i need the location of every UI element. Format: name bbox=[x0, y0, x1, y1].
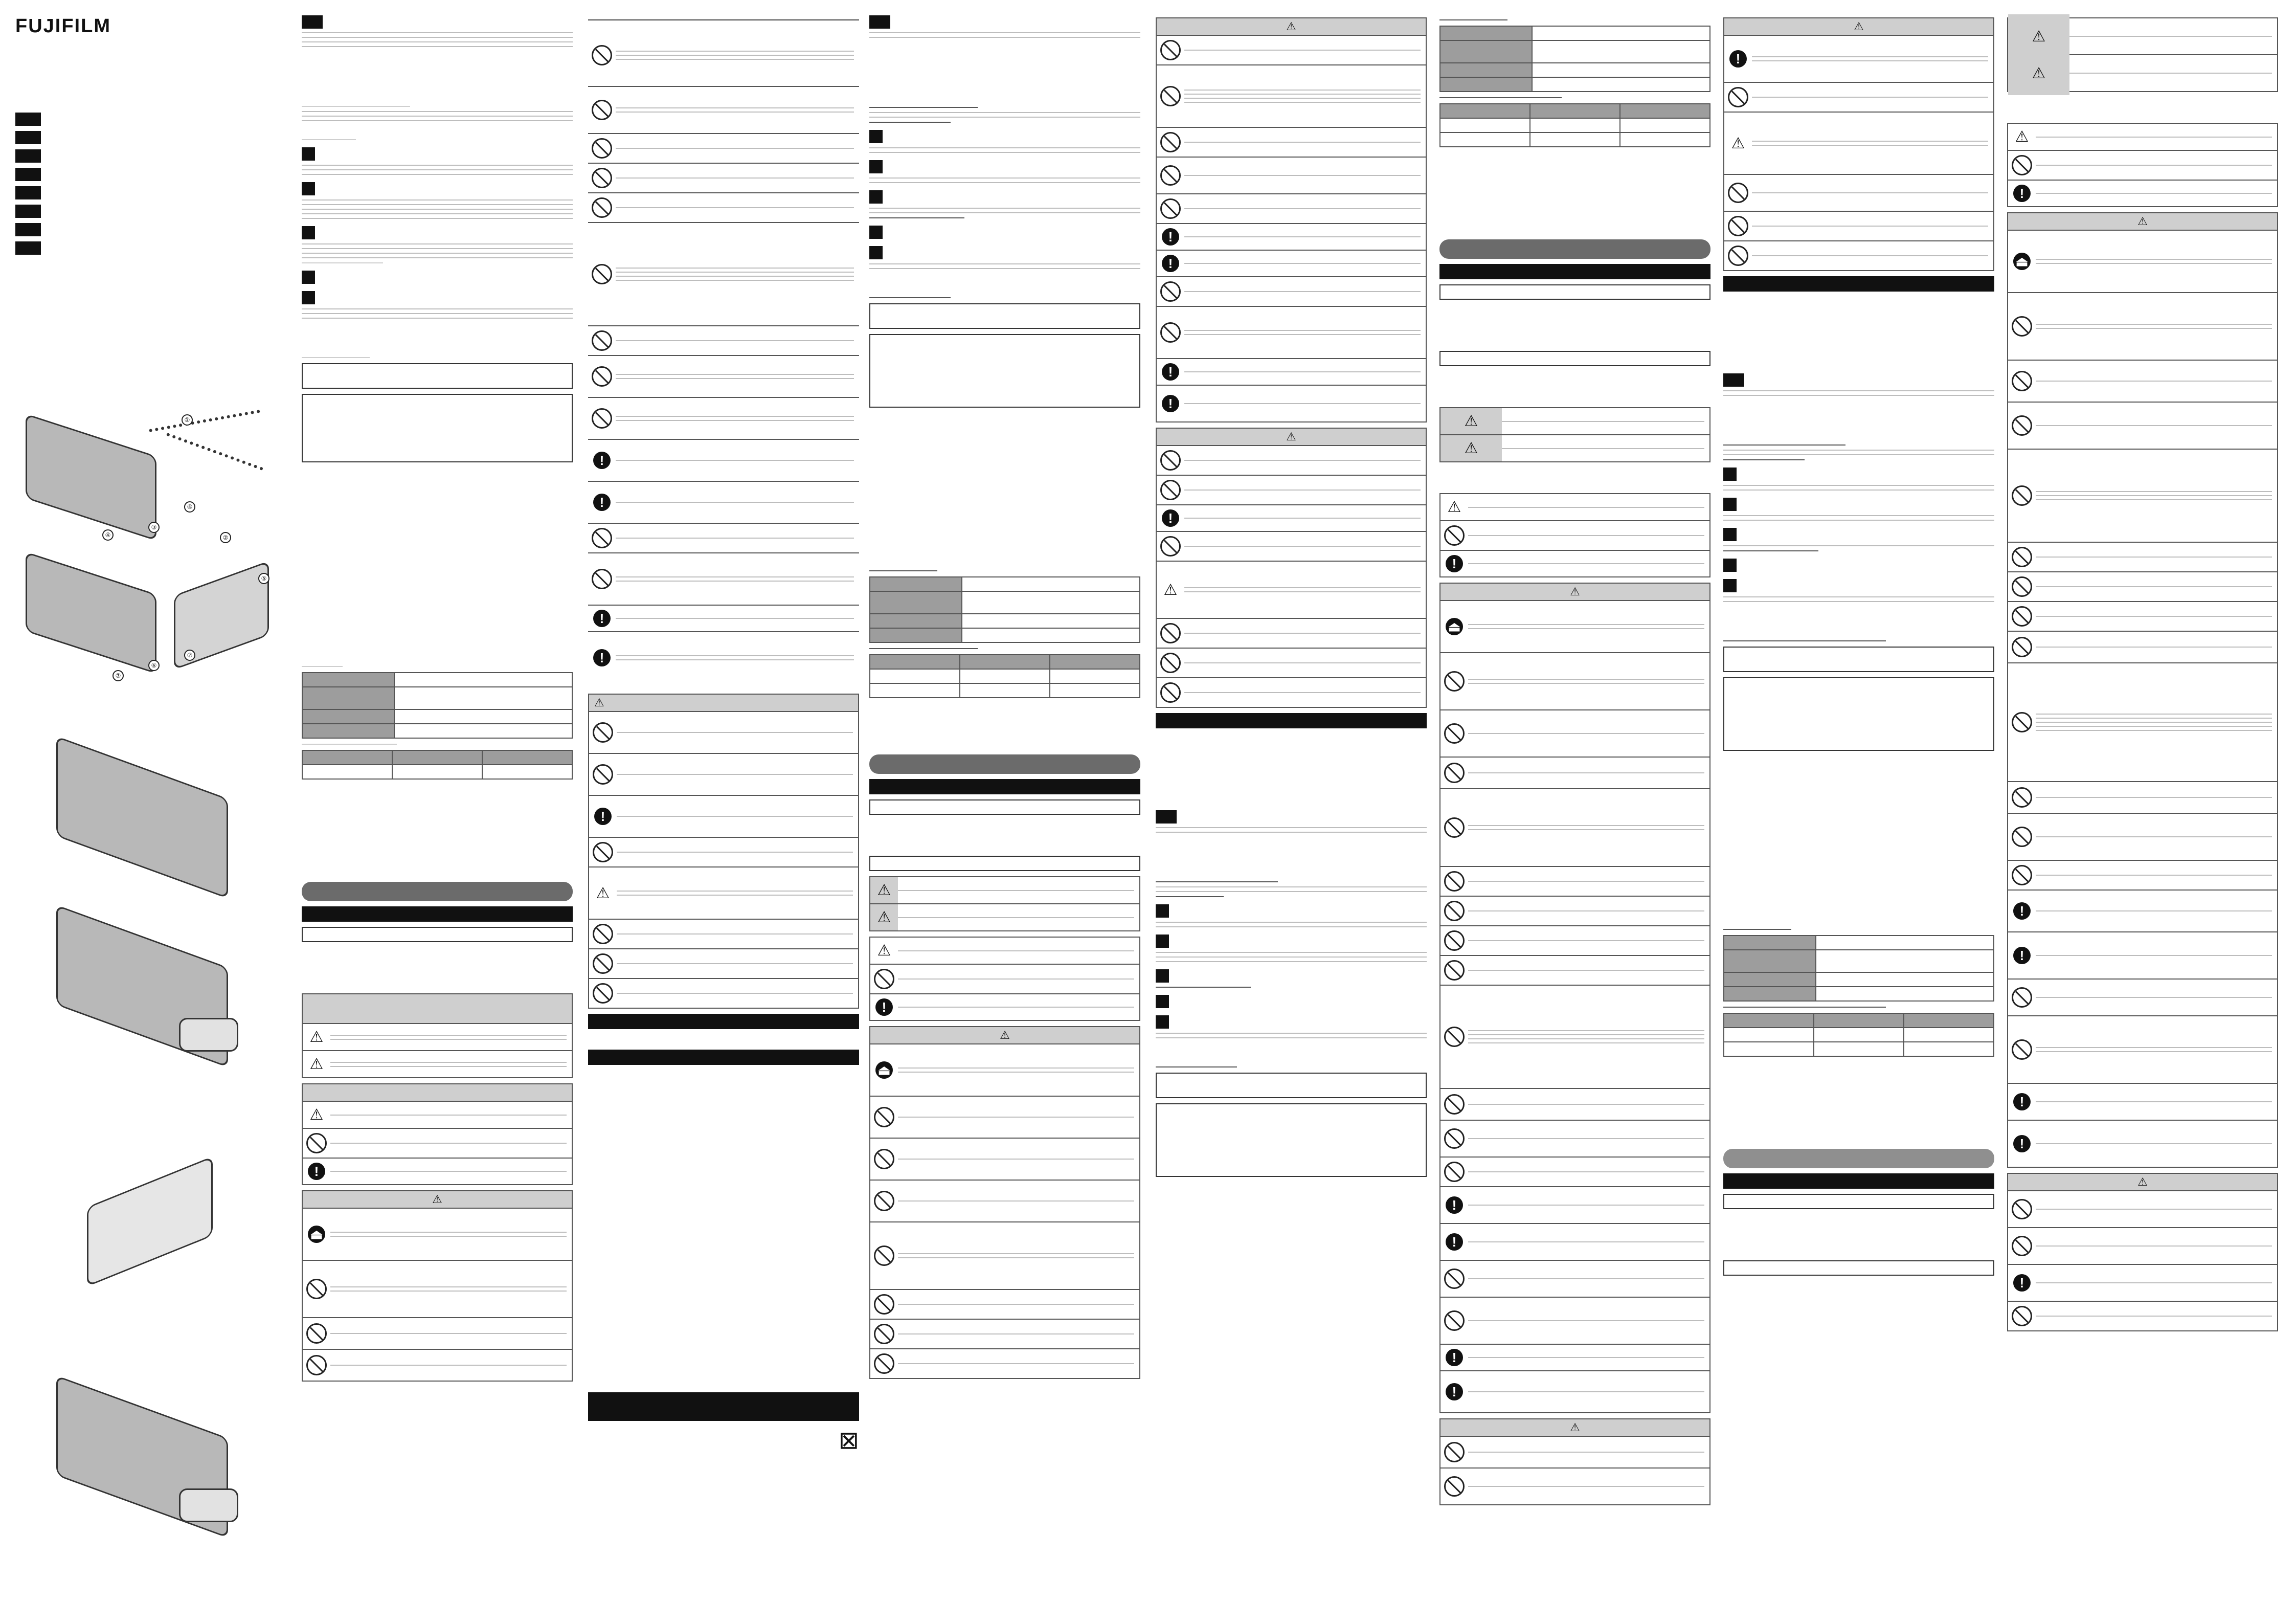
unplug-icon: ⏏ bbox=[2013, 253, 2031, 270]
exclamation-icon: ! bbox=[308, 1163, 325, 1180]
column-text-2 bbox=[588, 15, 859, 1611]
warning-triangle-icon: ⚠ bbox=[2032, 64, 2046, 82]
prohibition-icon bbox=[1444, 960, 1465, 981]
compatibility-table bbox=[302, 750, 573, 780]
step-bullet bbox=[1156, 1015, 1169, 1029]
no-disassembly-icon bbox=[1444, 671, 1465, 692]
insert-holder-illustration bbox=[46, 1386, 261, 1540]
warning-block bbox=[1439, 583, 1710, 1413]
language-tab[interactable] bbox=[15, 186, 41, 199]
warning-triangle-icon: ⚠ bbox=[877, 942, 891, 959]
exclamation-icon: ! bbox=[1162, 255, 1179, 272]
remove-holder-illustration bbox=[46, 916, 261, 1074]
exclamation-icon: ! bbox=[2013, 1135, 2031, 1152]
prohibition-icon bbox=[1160, 198, 1181, 219]
language-label bbox=[302, 15, 323, 29]
prohibition-icon bbox=[874, 1324, 894, 1344]
prohibition-icon bbox=[592, 330, 612, 351]
prohibition-icon bbox=[2012, 1236, 2032, 1256]
prohibition-icon bbox=[592, 100, 612, 120]
no-disassembly-icon bbox=[592, 45, 612, 65]
language-label bbox=[869, 15, 890, 29]
callout-1: ① bbox=[182, 414, 193, 426]
column-text-5 bbox=[1439, 15, 1710, 1611]
column-text-4 bbox=[1156, 15, 1427, 1611]
battery-holder-illustration bbox=[26, 552, 281, 685]
exclamation-icon: ! bbox=[2013, 947, 2031, 964]
column-text-3 bbox=[869, 15, 1140, 1611]
prohibition-icon bbox=[1444, 1027, 1465, 1047]
prohibition-icon bbox=[1728, 183, 1748, 203]
prohibition-icon bbox=[2012, 787, 2032, 808]
no-water-icon bbox=[874, 1149, 894, 1169]
no-disassembly-icon bbox=[874, 1107, 894, 1127]
warning-triangle-icon: ⚠ bbox=[1854, 20, 1864, 33]
column-text-7 bbox=[2007, 15, 2278, 1611]
caution-block bbox=[1439, 1418, 1710, 1505]
language-tab[interactable] bbox=[15, 131, 41, 144]
exclamation-icon: ! bbox=[1729, 50, 1747, 68]
warning-triangle-icon: ⚠ bbox=[1570, 1421, 1580, 1434]
section-header-bar bbox=[869, 754, 1140, 774]
step-bullet bbox=[869, 246, 883, 259]
specifications-table bbox=[869, 576, 1140, 643]
step-bullet bbox=[869, 226, 883, 239]
prohibition-icon bbox=[593, 953, 613, 974]
language-label bbox=[1723, 373, 1744, 387]
callout-6: ⑥ bbox=[148, 660, 160, 671]
warning-triangle-icon: ⚠ bbox=[1286, 20, 1296, 33]
prohibition-icon bbox=[1160, 653, 1181, 673]
prohibition-icon bbox=[1160, 536, 1181, 557]
notice-box bbox=[1723, 1194, 1994, 1209]
section-title-bar bbox=[588, 1392, 859, 1421]
prohibition-icon bbox=[1444, 1094, 1465, 1115]
warning-triangle-icon: ⚠ bbox=[1286, 430, 1296, 443]
language-tab[interactable] bbox=[15, 149, 41, 163]
prohibition-icon bbox=[306, 1133, 327, 1153]
prohibition-icon bbox=[2012, 865, 2032, 885]
warning-triangle-icon: ⚠ bbox=[1464, 413, 1478, 430]
prohibition-icon bbox=[592, 264, 612, 284]
note-box bbox=[1723, 647, 1994, 672]
warning-triangle-icon: ⚠ bbox=[596, 884, 610, 902]
warning-triangle-icon: ⚠ bbox=[877, 882, 891, 899]
symbol-legend-block bbox=[1439, 407, 1710, 462]
step-bullet bbox=[1723, 528, 1737, 541]
prohibition-icon bbox=[2012, 827, 2032, 847]
caution-block bbox=[1156, 428, 1427, 708]
callout-7: ⑦ bbox=[112, 670, 124, 681]
specifications-table bbox=[1723, 935, 1994, 1002]
compatibility-table bbox=[1439, 103, 1710, 147]
step-bullet bbox=[302, 147, 315, 161]
prohibition-icon bbox=[2012, 1199, 2032, 1219]
warning-triangle-icon: ⚠ bbox=[1000, 1029, 1010, 1041]
note-box bbox=[302, 363, 573, 389]
prohibition-icon bbox=[593, 842, 613, 862]
warning-block bbox=[2007, 212, 2278, 1168]
step-bullet bbox=[1723, 579, 1737, 592]
prohibition-icon bbox=[2012, 155, 2032, 175]
note-box bbox=[869, 334, 1140, 408]
exclamation-icon: ! bbox=[1162, 395, 1179, 412]
insert-batteries-illustration bbox=[77, 1161, 240, 1284]
open-cover-illustration bbox=[46, 747, 261, 900]
symbol-meaning-block bbox=[869, 937, 1140, 1021]
step-bullet bbox=[1156, 935, 1169, 948]
prohibition-icon bbox=[1160, 623, 1181, 643]
prohibition-icon bbox=[592, 408, 612, 429]
prohibition-icon bbox=[592, 168, 612, 188]
language-tab[interactable] bbox=[15, 205, 41, 218]
exclamation-icon: ! bbox=[593, 494, 611, 511]
notice-box bbox=[302, 927, 573, 942]
step-bullet bbox=[869, 190, 883, 204]
warning-triangle-icon: ⚠ bbox=[309, 1056, 324, 1073]
step-bullet bbox=[1156, 995, 1169, 1008]
prohibition-icon bbox=[2012, 987, 2032, 1008]
prohibition-icon bbox=[874, 969, 894, 989]
prohibition-icon bbox=[1160, 322, 1181, 343]
prohibition-icon bbox=[593, 983, 613, 1004]
exclamation-icon: ! bbox=[2013, 902, 2031, 920]
prohibition-icon bbox=[1444, 1442, 1465, 1462]
prohibition-icon bbox=[593, 924, 613, 944]
prohibition-icon bbox=[2012, 637, 2032, 657]
exclamation-icon: ! bbox=[593, 452, 611, 469]
no-disassembly-icon bbox=[306, 1279, 327, 1299]
section-title-bar bbox=[1439, 264, 1710, 279]
prohibition-icon bbox=[592, 197, 612, 218]
warning-triangle-icon: ⚠ bbox=[594, 696, 604, 709]
prohibition-icon bbox=[593, 722, 613, 743]
prohibition-icon bbox=[592, 366, 612, 387]
exclamation-icon: ! bbox=[1446, 1196, 1463, 1214]
symbol-legend-block bbox=[2007, 17, 2278, 92]
warning-triangle-icon: ⚠ bbox=[1447, 499, 1461, 516]
step-bullet bbox=[1723, 559, 1737, 572]
section-title-bar bbox=[588, 1050, 859, 1065]
symbol-meaning-block bbox=[302, 1083, 573, 1185]
brand-logo: FUJIFILM bbox=[15, 15, 111, 37]
prohibition-icon bbox=[2012, 547, 2032, 567]
no-water-icon bbox=[1444, 723, 1465, 744]
exclamation-icon: ! bbox=[593, 610, 611, 627]
warning-triangle-icon: ⚠ bbox=[2137, 1175, 2148, 1188]
symbol-legend-block bbox=[869, 876, 1140, 931]
language-tab[interactable] bbox=[15, 241, 41, 255]
prohibition-icon bbox=[874, 1191, 894, 1211]
language-tab[interactable] bbox=[15, 168, 41, 181]
prohibition-icon bbox=[1444, 525, 1465, 546]
prohibition-icon bbox=[2012, 415, 2032, 436]
warning-triangle-icon: ⚠ bbox=[2032, 28, 2046, 45]
unplug-icon: ⏏ bbox=[1446, 618, 1463, 635]
step-bullet bbox=[1156, 904, 1169, 918]
battery-holder bbox=[179, 1018, 238, 1052]
section-title-bar bbox=[869, 779, 1140, 794]
section-header-bar bbox=[1723, 1149, 1994, 1168]
prohibition-icon bbox=[874, 1353, 894, 1374]
language-tabs bbox=[15, 113, 41, 260]
prohibition-icon bbox=[1444, 930, 1465, 951]
prohibition-icon bbox=[1160, 450, 1181, 471]
notice-box bbox=[869, 856, 1140, 871]
warning-block bbox=[302, 1190, 573, 1382]
exclamation-icon: ! bbox=[594, 808, 612, 825]
step-bullet bbox=[302, 226, 315, 239]
prohibition-icon bbox=[592, 528, 612, 548]
callout-5: ⑤ bbox=[258, 573, 269, 584]
prohibition-icon bbox=[592, 138, 612, 159]
prohibition-icon bbox=[1728, 87, 1748, 107]
specifications-table bbox=[302, 672, 573, 739]
compatibility-table bbox=[869, 654, 1140, 698]
section-title-bar bbox=[1723, 1173, 1994, 1189]
prohibition-icon bbox=[592, 569, 612, 589]
exclamation-icon: ! bbox=[1162, 228, 1179, 246]
warning-block bbox=[1156, 17, 1427, 422]
section-title-bar bbox=[302, 906, 573, 922]
battery-pack-illustration bbox=[26, 404, 271, 568]
battery-pack bbox=[26, 551, 156, 674]
notice-box bbox=[869, 799, 1140, 815]
section-title-bar bbox=[1156, 713, 1427, 728]
warning-triangle-icon: ⚠ bbox=[1570, 585, 1580, 598]
warning-triangle-icon: ⚠ bbox=[2015, 128, 2029, 145]
section-title-bar bbox=[588, 1014, 859, 1029]
crossed-bin-icon: ⊠ bbox=[838, 1427, 859, 1454]
prohibition-icon bbox=[2012, 576, 2032, 597]
step-bullet bbox=[1156, 969, 1169, 983]
caution-block bbox=[588, 694, 859, 1009]
note-box bbox=[1723, 677, 1994, 751]
language-tab[interactable] bbox=[15, 223, 41, 236]
warning-triangle-icon: ⚠ bbox=[1731, 135, 1745, 152]
symbol-meaning-block bbox=[1439, 493, 1710, 577]
prohibition-icon bbox=[1444, 871, 1465, 892]
coiled-cord bbox=[149, 410, 260, 432]
notice-box bbox=[1439, 284, 1710, 300]
caution-block bbox=[2007, 1173, 2278, 1331]
section-title-bar bbox=[1723, 276, 1994, 292]
column-text-1 bbox=[302, 15, 573, 1611]
language-tab[interactable] bbox=[15, 113, 41, 126]
battery-holder bbox=[179, 1488, 238, 1522]
prohibition-icon bbox=[874, 1294, 894, 1315]
prohibition-icon bbox=[1160, 132, 1181, 152]
prohibition-icon bbox=[2012, 1306, 2032, 1326]
warning-triangle-icon: ⚠ bbox=[432, 1193, 442, 1206]
warning-triangle-icon: ⚠ bbox=[2137, 215, 2148, 228]
prohibition-icon bbox=[1444, 1128, 1465, 1149]
battery-holder bbox=[87, 1156, 213, 1286]
note-box bbox=[1156, 1103, 1427, 1177]
warning-triangle-icon: ⚠ bbox=[1163, 581, 1178, 598]
unplug-icon: ⏏ bbox=[308, 1226, 325, 1243]
no-disassembly-icon bbox=[1444, 817, 1465, 838]
battery-pack bbox=[56, 736, 228, 899]
exclamation-icon: ! bbox=[1446, 1349, 1463, 1366]
symbol-meaning-block bbox=[2007, 123, 2278, 207]
no-water-icon bbox=[2012, 371, 2032, 391]
symbol-legend-block bbox=[302, 993, 573, 1078]
notice-box bbox=[1723, 1260, 1994, 1276]
exclamation-icon: ! bbox=[1162, 509, 1179, 527]
exclamation-icon: ! bbox=[593, 649, 611, 666]
note-box bbox=[869, 303, 1140, 329]
prohibition-icon bbox=[2012, 1039, 2032, 1060]
prohibition-icon bbox=[1160, 480, 1181, 500]
language-label bbox=[1156, 810, 1177, 824]
step-bullet bbox=[302, 271, 315, 284]
unplug-icon: ⏏ bbox=[875, 1061, 893, 1079]
prohibition-icon bbox=[1160, 165, 1181, 186]
compatibility-table bbox=[1723, 1013, 1994, 1057]
prohibition-icon bbox=[1444, 1269, 1465, 1289]
caution-block bbox=[1723, 17, 1994, 271]
warning-triangle-icon: ⚠ bbox=[1464, 440, 1478, 457]
prohibition-icon bbox=[2012, 606, 2032, 627]
prohibition-icon bbox=[1728, 216, 1748, 236]
step-bullet bbox=[869, 130, 883, 143]
callout-2: ② bbox=[220, 532, 231, 543]
no-disassembly-icon bbox=[2012, 316, 2032, 337]
warning-triangle-icon: ⚠ bbox=[309, 1106, 324, 1123]
no-disassembly-icon bbox=[874, 1245, 894, 1266]
prohibition-icon bbox=[593, 764, 613, 785]
prohibition-icon bbox=[1160, 682, 1181, 703]
exclamation-icon: ! bbox=[1446, 555, 1463, 572]
prohibition-icon bbox=[1160, 86, 1181, 106]
section-header-bar bbox=[302, 882, 573, 901]
prohibition-icon bbox=[1444, 1162, 1465, 1182]
prohibition-icon bbox=[1444, 1476, 1465, 1497]
prohibition-icon bbox=[1444, 1310, 1465, 1331]
warning-triangle-icon: ⚠ bbox=[309, 1029, 324, 1045]
callout-4: ④ bbox=[184, 501, 195, 513]
exclamation-icon: ! bbox=[875, 998, 893, 1016]
warning-triangle-icon: ⚠ bbox=[877, 909, 891, 926]
note-box bbox=[1156, 1073, 1427, 1098]
exclamation-icon: ! bbox=[2013, 185, 2031, 202]
prohibition-icon bbox=[306, 1355, 327, 1375]
warning-block bbox=[869, 1026, 1140, 1379]
prohibition-icon bbox=[1444, 901, 1465, 921]
exclamation-icon: ! bbox=[1446, 1383, 1463, 1400]
specifications-table bbox=[1439, 26, 1710, 92]
prohibition-icon bbox=[1444, 763, 1465, 783]
prohibition-icon bbox=[1160, 281, 1181, 302]
step-bullet bbox=[869, 160, 883, 173]
prohibition-icon bbox=[1728, 246, 1748, 266]
step-bullet bbox=[1723, 468, 1737, 481]
prohibition-icon bbox=[2012, 712, 2032, 732]
callout-7b: ⑦ bbox=[184, 650, 195, 661]
battery-pack bbox=[26, 413, 156, 541]
exclamation-icon: ! bbox=[2013, 1093, 2031, 1110]
step-bullet bbox=[302, 182, 315, 195]
column-text-6 bbox=[1723, 15, 1994, 1611]
no-water-icon bbox=[306, 1323, 327, 1344]
no-disassembly-icon bbox=[2012, 485, 2032, 506]
coiled-cord bbox=[166, 433, 263, 471]
prohibition-icon bbox=[1160, 40, 1181, 60]
step-bullet bbox=[302, 291, 315, 304]
section-header-bar bbox=[1439, 239, 1710, 259]
step-bullet bbox=[1723, 498, 1737, 511]
column-illustrations bbox=[15, 15, 281, 1611]
exclamation-icon: ! bbox=[2013, 1274, 2031, 1292]
exclamation-icon: ! bbox=[1162, 363, 1179, 381]
callout-3: ③ bbox=[148, 522, 160, 533]
notice-box bbox=[1439, 351, 1710, 366]
note-box bbox=[302, 394, 573, 462]
callout-4b: ④ bbox=[102, 529, 114, 541]
exclamation-icon: ! bbox=[1446, 1233, 1463, 1251]
